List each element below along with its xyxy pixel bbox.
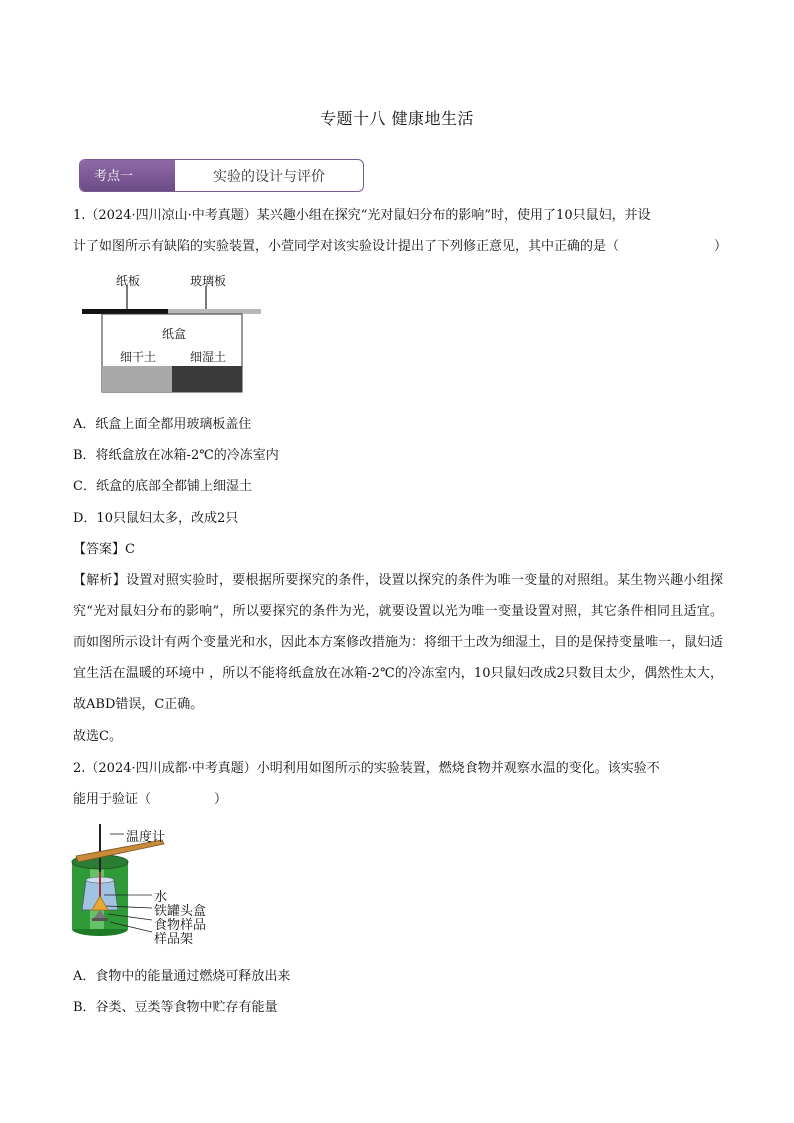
- q1-option-b: B．将纸盒放在冰箱-2℃的冷冻室内: [73, 448, 279, 463]
- label-cardboard: 纸板: [116, 274, 141, 288]
- section-name: 实验的设计与评价: [213, 168, 325, 185]
- label-wet-soil: 细湿土: [190, 350, 227, 364]
- wet-soil-region: [172, 366, 242, 392]
- q2-option-b: B．谷类、豆类等食物中贮存有能量: [73, 1000, 278, 1015]
- section-header: [79, 159, 364, 192]
- q2-option-a: A．食物中的能量通过燃烧可释放出来: [73, 969, 291, 984]
- dry-soil-region: [102, 366, 172, 392]
- label-water: 水: [154, 890, 168, 905]
- q1-stem-line1: 1.（2024·四川凉山·中考真题）某兴趣小组在探究“光对鼠妇分布的影响”时，使用了10只鼠妇，并设: [73, 208, 651, 223]
- label-thermometer: 温度计: [126, 830, 166, 845]
- page-title: 专题十八 健康地生活: [319, 109, 475, 128]
- q2-paren-close: ）: [214, 792, 228, 807]
- q1-option-a: A．纸盒上面全都用玻璃板盖住: [73, 417, 252, 432]
- label-paper-box: 纸盒: [162, 327, 187, 341]
- q1-analysis: 【解析】设置对照实验时，要根据所要探究的条件，设置以探究的条件为唯一变量的对照组。某生物兴趣小组探究“光对鼠妇分布的影响”，所以要探究的条件为光，就要设置以光为唯一变量设置对照，其它条件相同且适宜。而如图所示设计有两个变量光和水，因此本方案修改措施为：将细干土改为细湿土，目的是保持变量唯一，鼠妇适宜生活在温暖的环境中 ，所以不能将纸盒放在冰箱-2℃的冷冻室内，10只鼠妇改成2只数目太少，偶然性太大，故ABD错误，C正确。: [73, 573, 724, 712]
- label-glass: 玻璃板: [190, 274, 227, 288]
- label-sample-rack: 样品架: [154, 932, 194, 947]
- q2-stem-text: 能用于验证（: [73, 792, 152, 807]
- q1-stem-line2: [73, 231, 733, 262]
- q1-answer: 【答案】C: [73, 542, 135, 557]
- label-dry-soil: 细干土: [120, 350, 157, 364]
- q2-stem-line2: [73, 784, 733, 815]
- q1-option-d: D．10只鼠妇太多，改成2只: [73, 511, 239, 526]
- q1-paren-close: ）: [714, 239, 728, 254]
- section-tag: 考点一: [80, 160, 175, 191]
- glass-cover: [168, 309, 261, 314]
- label-food-sample: 食物样品: [154, 918, 207, 933]
- q2-figure: [66, 822, 241, 950]
- label-iron-can: 铁罐头盒: [154, 904, 207, 919]
- q1-conclusion: 故选C。: [73, 729, 122, 744]
- q2-stem-line1: 2.（2024·四川成都·中考真题）小明利用如图所示的实验装置，燃烧食物并观察水温的变化。该实验不: [73, 761, 660, 776]
- cardboard-cover: [82, 309, 168, 314]
- q1-stem-text: 计了如图所示有缺陷的实验装置，小萱同学对该实验设计提出了下列修正意见，其中正确的是（: [73, 239, 620, 254]
- q1-option-c: C．纸盒的底部全都铺上细湿土: [73, 479, 252, 494]
- q1-figure: [80, 268, 265, 396]
